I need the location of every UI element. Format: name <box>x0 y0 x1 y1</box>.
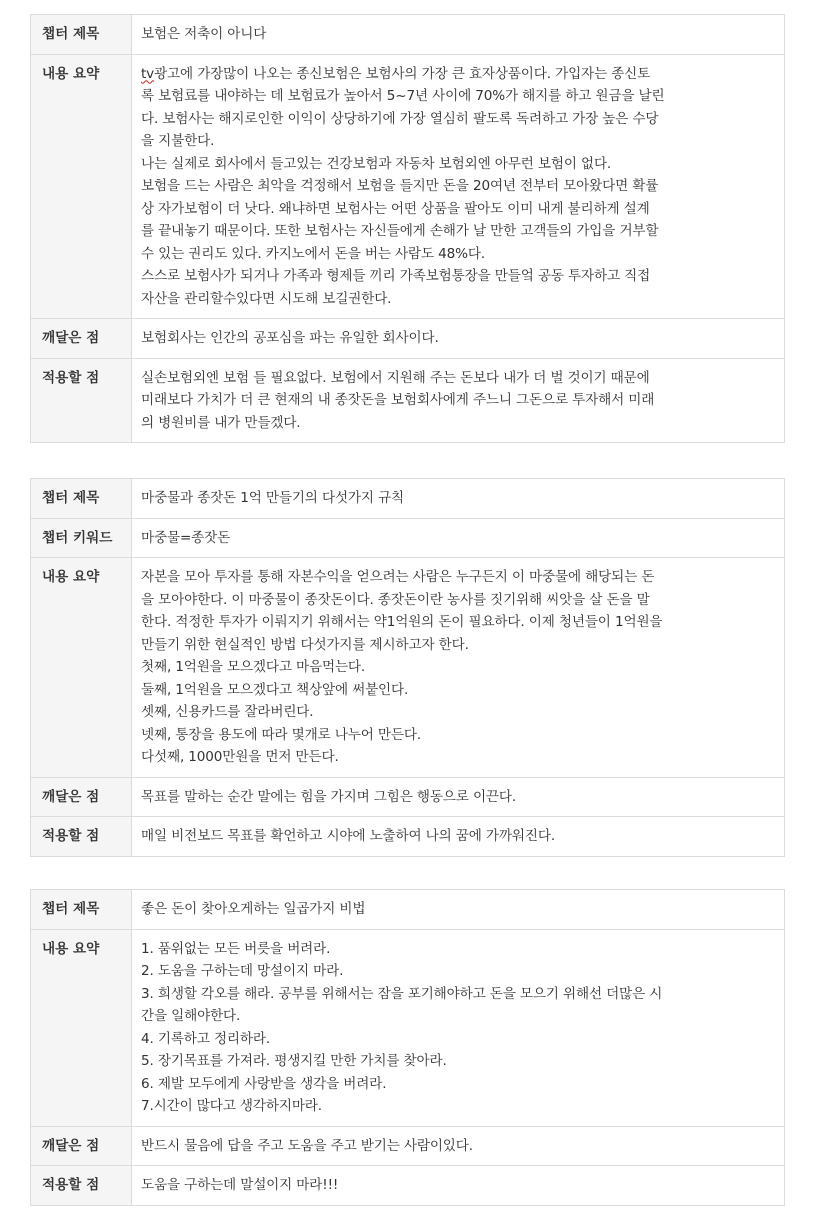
text-line: 자산을 관리할수있다면 시도해 보길권한다. <box>141 290 392 307</box>
text-line: 셋째, 신용카드를 잘라버린다. <box>141 704 314 720</box>
row-label: 깨달은 점 <box>31 777 132 817</box>
table-row <box>31 319 785 359</box>
text-line: 미래보다 가치가 더 큰 현재의 내 종잣돈을 보험회사에게 주느니 그돈으로 투자해서 미래 <box>141 392 655 408</box>
text-line: 간을 일해야한다. <box>141 1008 241 1024</box>
row-label: 내용 요약 <box>31 558 132 778</box>
chapter-title <box>132 15 785 55</box>
row-label: 챕터 제목 <box>31 890 132 930</box>
text-line: 의 병원비를 내가 만들겠다. <box>141 414 301 431</box>
text-line: 넷째, 통장을 용도에 따라 몇개로 나누어 만든다. <box>141 726 422 743</box>
row-label: 적용할 점 <box>31 1166 132 1206</box>
text-line: 매일 비전보드 목표를 확언하고 시야에 노출하여 나의 꿈에 가까워진다. <box>141 828 556 844</box>
text-line: 를 끝내놓기 때문이다. 또한 보험사는 자신들에게 손해가 날 만한 고객들의 가입을 거부할 <box>141 223 659 239</box>
realization <box>132 777 785 817</box>
text-line: 마중물과 종잣돈 1억 만들기의 다섯가지 규칙 <box>141 490 405 506</box>
text-line: 1. 품위없는 모든 버릇을 버려라. <box>141 940 331 957</box>
row-label: 적용할 점 <box>31 358 132 443</box>
row-label: 내용 요약 <box>31 54 132 319</box>
text-line: 도움을 구하는데 말설이지 마라!!! <box>141 1177 339 1193</box>
text-line: 6. 제발 모두에게 사랑받을 생각을 버려라. <box>141 1075 387 1092</box>
row-label: 내용 요약 <box>31 929 132 1126</box>
text-line: 2. 도움을 구하는데 망설이지 마라. <box>141 963 344 979</box>
row-label: 챕터 제목 <box>31 479 132 519</box>
text-line: 자본을 모아 투자를 통해 자본수익을 얻으려는 사람은 누구든지 이 마중물에 해당되는 돈 <box>141 569 655 585</box>
chapter-table-2 <box>30 478 785 857</box>
text-line: 마중물=종잣돈 <box>141 529 231 546</box>
text-line: 을 모아야한다. 이 마중물이 종잣돈이다. 종잣돈이란 농사를 짓기위해 씨앗을 살 돈을 말 <box>141 591 650 608</box>
realization <box>132 1126 785 1166</box>
text-line: 수 있는 권리도 있다. 카지노에서 돈을 버는 사람도 48%다. <box>141 245 486 262</box>
application <box>132 1166 785 1206</box>
text-line: 첫째, 1억원을 모으겠다고 마음먹는다. <box>141 659 366 675</box>
text-line: 3. 희생할 각오를 해라. 공부를 위해서는 잠을 포기해야하고 돈을 모으기 위해선 더많은 시 <box>141 985 663 1002</box>
text-line: 실손보험외엔 보험 들 필요없다. 보험에서 지원해 주는 돈보다 내가 더 벌 것이기 때문에 <box>141 369 650 386</box>
text-line: 다. 보험사는 해지로인한 이익이 상당하기에 가장 열심히 팔도록 독려하고 가장 높은 수당 <box>141 110 659 127</box>
text-line: 상 자가보험이 더 낫다. 왜냐하면 보험사는 어떤 상품을 팔아도 이미 내게 불리하게 설계 <box>141 200 650 217</box>
text-line: 목표를 말하는 순간 말에는 힘을 가지며 그힘은 행동으로 이끈다. <box>141 788 517 805</box>
text-line: 록 보험료를 내야하는 데 보험료가 높아서 5~7년 사이에 70%가 해지를 하고 원금을 날린 <box>141 88 665 104</box>
text-line: 한다. 적정한 투자가 이뤄지기 위해서는 약1억원의 돈이 필요하다. 이제 청년들이 1억원을 <box>141 614 663 630</box>
row-label: 적용할 점 <box>31 817 132 857</box>
application <box>132 817 785 857</box>
text-line: 만들기 위한 현실적인 방법 다섯가지를 제시하고자 한다. <box>141 636 469 653</box>
table-row <box>31 777 785 817</box>
table-row <box>31 358 785 443</box>
text-line: 7.시간이 많다고 생각하지마라. <box>141 1098 322 1114</box>
text-line: 보험회사는 인간의 공포심을 파는 유일한 회사이다. <box>141 330 439 346</box>
text-line: 좋은 돈이 찾아오게하는 일곱가지 비법 <box>141 901 366 917</box>
row-label: 깨달은 점 <box>31 1126 132 1166</box>
table-row <box>31 558 785 778</box>
table-row <box>31 518 785 558</box>
realization <box>132 319 785 359</box>
text-line: 스스로 보험사가 되거나 가족과 형제들 끼리 가족보험통장을 만들엌 공동 투자하고 직접 <box>141 268 651 284</box>
table-row <box>31 817 785 857</box>
table-row <box>31 479 785 519</box>
text-line: 을 지불한다. <box>141 133 215 149</box>
row-label: 챕터 키워드 <box>31 518 132 558</box>
text-line: 5. 장기목표를 가져라. 평생지킬 만한 가치를 찾아라. <box>141 1053 447 1069</box>
chapter-table-1 <box>30 14 785 443</box>
text-line: 나는 실제로 회사에서 들고있는 건강보험과 자동차 보험외엔 아무런 보험이 없다. <box>141 155 612 172</box>
table-row <box>31 15 785 55</box>
table-row <box>31 929 785 1126</box>
text-line: 보험을 드는 사람은 최악을 걱정해서 보험을 들지만 돈을 20여년 전부터 모아왔다면 확률 <box>141 178 659 194</box>
content-summary <box>132 929 785 1126</box>
chapter-title <box>132 890 785 930</box>
table-row <box>31 54 785 319</box>
text-line: 4. 기록하고 정리하라. <box>141 1030 271 1047</box>
table-row <box>31 1126 785 1166</box>
text-line: 보험은 저축이 아니다 <box>141 26 267 42</box>
row-label: 깨달은 점 <box>31 319 132 359</box>
table-row <box>31 890 785 930</box>
chapter-keyword <box>132 518 785 558</box>
row-label: 챕터 제목 <box>31 15 132 55</box>
application <box>132 358 785 443</box>
chapter-title <box>132 479 785 519</box>
text-line <box>141 63 775 86</box>
text-line: 반드시 물음에 답을 주고 도움을 주고 받기는 사람이있다. <box>141 1137 473 1154</box>
text-line: 다섯째, 1000만원을 먼저 만든다. <box>141 749 339 765</box>
spellcheck-underline: tv <box>141 65 155 82</box>
chapter-table-3 <box>30 889 785 1206</box>
text-line: 둘째, 1억원을 모으겠다고 책상앞에 써붙인다. <box>141 681 409 698</box>
content-summary <box>132 558 785 778</box>
content-summary <box>132 54 785 319</box>
table-row <box>31 1166 785 1206</box>
text-line-rest: 광고에 가장많이 나오는 종신보험은 보험사의 가장 큰 효자상품이다. 가입자는 종신토 <box>154 65 651 82</box>
